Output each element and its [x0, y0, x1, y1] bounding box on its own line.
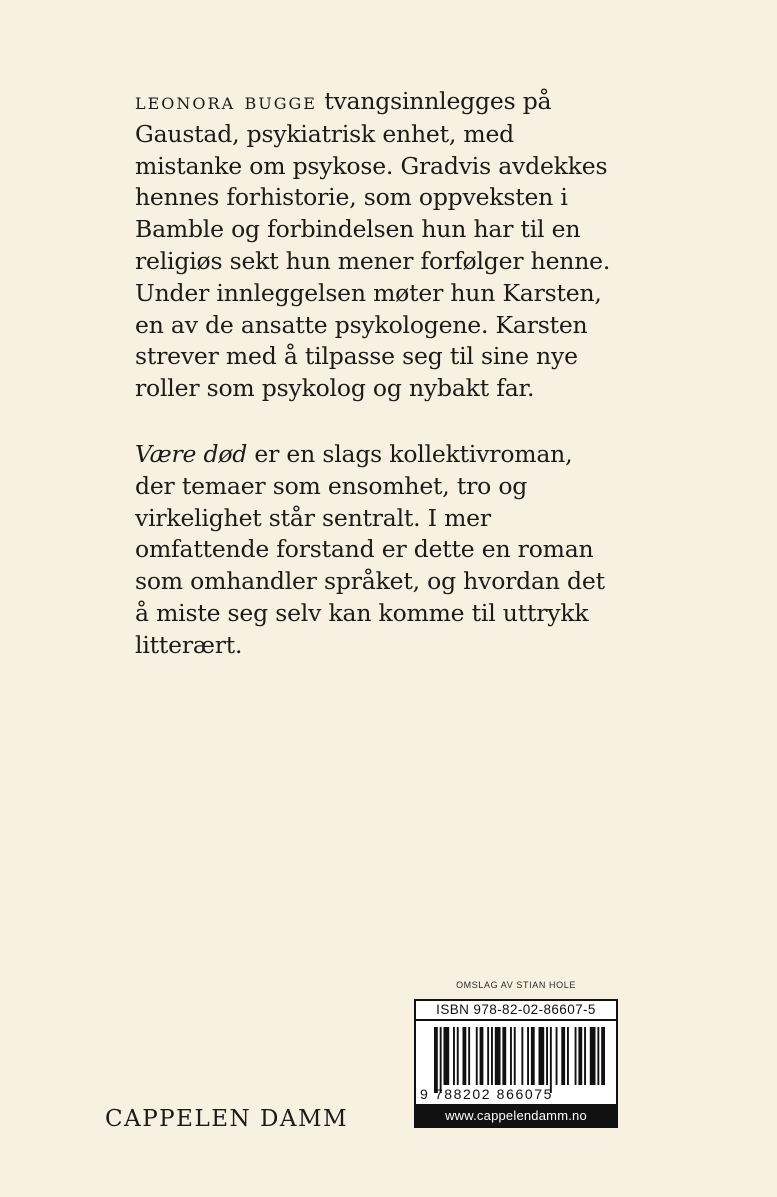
barcode-bar: [556, 1027, 558, 1085]
barcode-bar: [550, 1027, 552, 1093]
barcode-bar: [578, 1027, 582, 1085]
barcode-bar: [444, 1027, 450, 1085]
barcode-bar: [468, 1027, 470, 1085]
barcode-bar: [527, 1027, 529, 1085]
isbn-number: ISBN 978-82-02-86607-5: [414, 999, 618, 1021]
publisher-logo: CAPPELEN DAMM: [105, 1106, 349, 1132]
barcode-bar: [561, 1027, 565, 1085]
barcode-bar: [546, 1027, 548, 1085]
barcode: [416, 1021, 616, 1104]
barcode-bar: [590, 1027, 596, 1085]
barcode-bar: [567, 1027, 569, 1085]
barcode-bar: [531, 1027, 535, 1085]
barcode-bar: [521, 1027, 523, 1085]
blurb-paragraph-1-text: tvangsinnlegges på Gaustad, psykiatrisk enhet, med mistanke om psykose. Gradvis avdekkes hennes forhistorie, som oppveksten i Bamble og forbindelsen hun har til en religiøs sekt hun mener forfølger henne. Under innleggelsen møter hun Karsten, en av de ansatte psykologene. Karsten strever med å tilpasse seg til sine nye roller som psykolog og nybakt far.: [135, 87, 611, 403]
barcode-bar: [597, 1027, 599, 1085]
barcode-bar: [601, 1027, 605, 1085]
barcode-bar: [510, 1027, 512, 1085]
barcode-bar: [440, 1027, 442, 1093]
barcode-bar: [539, 1027, 545, 1085]
cover-credit: OMSLAG AV STIAN HOLE: [456, 980, 576, 990]
barcode-bar: [491, 1027, 493, 1085]
barcode-bars: [416, 1021, 616, 1104]
barcode-bar: [575, 1027, 577, 1085]
barcode-bar: [453, 1027, 455, 1085]
barcode-bar: [514, 1027, 516, 1085]
blurb-paragraph-2: [135, 439, 615, 662]
back-cover-blurb: [135, 86, 615, 662]
barcode-digits: 9 788202 866075: [420, 1086, 553, 1102]
barcode-bar: [584, 1027, 586, 1085]
barcode-bar: [495, 1027, 501, 1085]
blurb-paragraph-1: [135, 86, 615, 405]
barcode-bar: [463, 1027, 467, 1085]
barcode-bar: [457, 1027, 459, 1085]
protagonist-name: leonora bugge: [135, 89, 317, 115]
book-title: Være død: [135, 439, 248, 468]
isbn-barcode-block: [414, 999, 618, 1128]
blurb-paragraph-2-text: er en slags kollektivroman, der temaer som ensomhet, tro og virkelighet står sentralt. I mer omfattende forstand er dette en roman som omhandler språket, og hvordan det å miste seg selv kan komme til uttrykk litterært.: [135, 439, 605, 659]
publisher-url: www.cappelendamm.no: [445, 1108, 587, 1123]
barcode-bar: [434, 1027, 438, 1093]
barcode-bar: [487, 1027, 489, 1085]
barcode-bar: [476, 1027, 478, 1085]
barcode-bar: [502, 1027, 506, 1085]
barcode-bar: [480, 1027, 484, 1085]
